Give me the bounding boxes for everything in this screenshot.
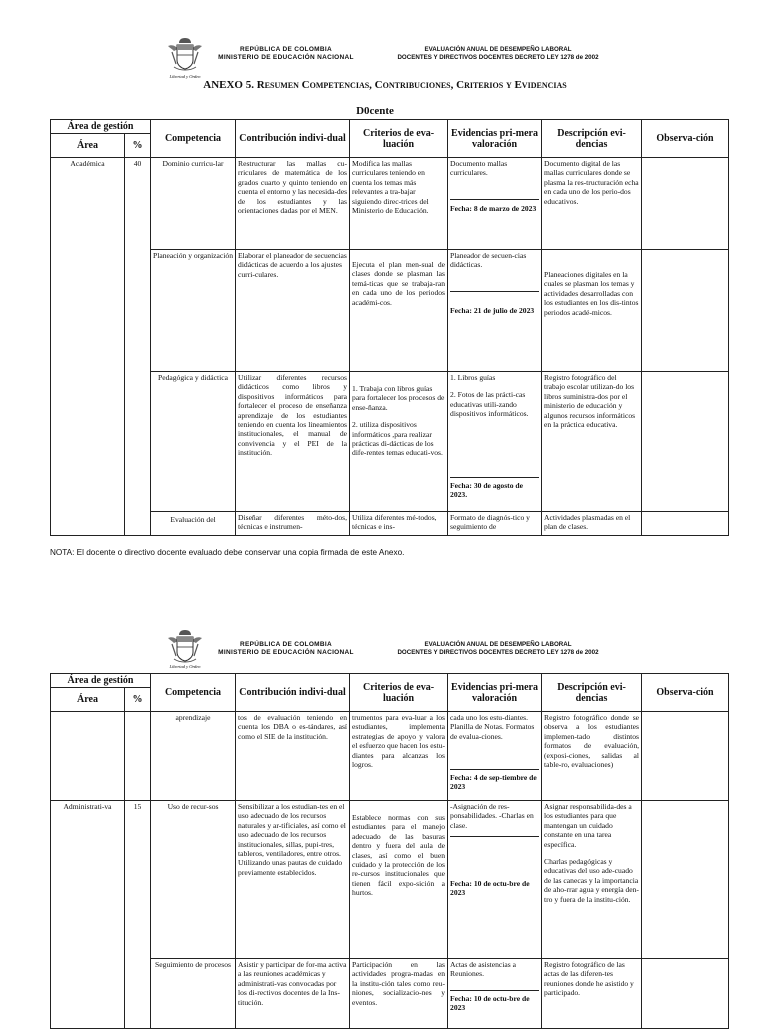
competencia-header: Competencia <box>151 120 236 158</box>
observacion-header: Observa-ción <box>642 120 729 158</box>
evidencias-header: Evidencias pri-mera valoración <box>448 120 542 158</box>
fecha-text: Fecha: 21 de julio de 2023 <box>450 306 535 315</box>
competencia-cell: Uso de recur-sos <box>151 801 236 959</box>
area-cell: Académica <box>51 158 125 536</box>
evidencias-cell <box>448 158 542 250</box>
evidencias-cell <box>448 959 542 1029</box>
observacion-cell <box>642 959 729 1029</box>
pct-header: % <box>125 134 151 158</box>
evidencia-2: 2. Fotos de las prácti-cas educativas utili-zando dispositivos informáticos. <box>450 390 529 419</box>
evidencia-text: cada uno los estu-diantes. Planilla de Notas. Formatos de evalua-ciones. <box>450 713 539 770</box>
competencia-cell: Pedagógica y didáctica <box>151 372 236 512</box>
descripcion-cell: Planeaciones digitales en la cuales se plasman los temas y actividades desarrolladas con los estudiantes en los dis-tintos periodos acadé-micos. <box>542 250 642 372</box>
area-gestion-header: Área de gestión <box>51 674 151 688</box>
docente-label: D0cente <box>356 105 394 117</box>
table-row <box>51 801 729 959</box>
seal-caption: Libertad y Orden <box>169 664 201 669</box>
competencia-header: Competencia <box>151 674 236 712</box>
fecha-text: Fecha: 10 de octu-bre de 2023 <box>450 994 530 1013</box>
area-cell <box>51 712 125 801</box>
evidencias-cell <box>448 712 542 801</box>
descripcion-cell: Registro fotográfico del trabajo escolar utilizan-do los libros suministra-dos por el ministerio de educación y algunos recursos informáticos en la práctica educativa. <box>542 372 642 512</box>
descripcion-cell: Actividades plasmadas en el plan de clases. <box>542 512 642 536</box>
criterios-cell: Establece normas con sus estudiantes para el manejo adecuado de las basuras dentro y fuera del aula de clases, así como el buen cuidado y la protección de los re-cursos institucionales que tienen fácil expo-sición a hurtos. <box>350 801 448 959</box>
contribucion-header: Contribución indivi-dual <box>236 120 350 158</box>
pct-cell: 40 <box>125 158 151 536</box>
evidencia-text: Documento mallas curriculares. <box>450 159 539 200</box>
evidencias-header: Evidencias pri-mera valoración <box>448 674 542 712</box>
evidencia-1: 1. Libros guías <box>450 373 496 382</box>
competencia-cell: Dominio curricu-lar <box>151 158 236 250</box>
competencias-table-page2 <box>50 673 729 1029</box>
header-left <box>196 641 376 657</box>
observacion-header: Observa-ción <box>642 674 729 712</box>
contribucion-cell: Restructurar las mallas cu-rriculares de matemática de los grados cuarto y quinto teniendo en cuenta el entorno y las necesida-des de los estudiantes y las orientaciones dadas por el MEN. <box>236 158 350 250</box>
criterios-cell: Participación en las actividades progra-madas en la institu-ción tales como reu-niones, socializacio-nes y eventos. <box>350 959 448 1029</box>
republic-label: REPÚBLICA DE COLOMBIA <box>239 46 332 53</box>
table-row <box>51 712 729 801</box>
pct-cell <box>125 712 151 801</box>
criterios-cell: Utiliza diferentes mé-todos, técnicas e ins- <box>350 512 448 536</box>
table-row <box>51 512 729 536</box>
contribucion-cell: tos de evaluación teniendo en cuenta los DBA o es-tándares, así como el SIE de la institución. <box>236 712 350 801</box>
ministry-label: MINISTERIO DE EDUCACIÓN NACIONAL <box>218 54 354 61</box>
header-right <box>378 641 618 657</box>
contribucion-cell: Utilizar diferentes recursos didácticos como libros y dispositivos informáticos para fortalecer el proceso de enseñanza aprendizaje de los estudiantes teniendo en cuenta los lineamientos institucionales, el manual de convivencia y el PEI de la institución. <box>236 372 350 512</box>
header-left <box>196 46 376 62</box>
seal-caption: Libertad y Orden <box>169 74 201 79</box>
area-cell: Administrati-va <box>51 801 125 1029</box>
competencia-cell: aprendizaje <box>151 712 236 801</box>
competencia-cell: Seguimiento de procesos <box>151 959 236 1029</box>
criterios-cell: Modifica las mallas curriculares teniendo en cuenta los temas más relevantes a tra-bajar siguiendo direc-trices del Ministerio de Educación. <box>350 158 448 250</box>
pct-header: % <box>125 688 151 712</box>
eval-subtitle: DOCENTES Y DIRECTIVOS DOCENTES DECRETO LEY 1278 de 2002 <box>397 54 599 61</box>
eval-title: EVALUACIÓN ANUAL DE DESEMPEÑO LABORAL <box>424 641 572 648</box>
descripcion-cell: Documento digital de las mallas curriculares donde se plasma la res-tructuración echa en cada uno de los perio-dos educativos. <box>542 158 642 250</box>
fecha-text: Fecha: 30 de agosto de 2023. <box>450 481 523 500</box>
criterios-cell: Ejecuta el plan men-sual de clases donde se plasman las temá-ticas que se trabaja-ran en cada uno de los periodos académi-cos. <box>350 250 448 372</box>
area-header: Área <box>51 688 125 712</box>
criterio-1: 1. Trabaja con libros guías para fortalecer los procesos de ense-ñanza. <box>352 384 445 412</box>
competencia-cell: Planeación y organización <box>151 250 236 372</box>
evidencia-text: Actas de asistencias a Reuniones. <box>450 960 539 991</box>
criterio-2: 2. utiliza dispositivos informáticos ,para realizar prácticas di-dácticas de los dife-rentes temas educati-vos. <box>352 420 443 458</box>
criterios-header: Criterios de eva-luación <box>350 674 448 712</box>
descripcion-cell: Registro fotográfico donde se observa a los estudiantes implemen-tado distintos formatos de evaluación, (exposi-ciones, salidas al table-ro, evaluaciones) <box>542 712 642 801</box>
area-header: Área <box>51 134 125 158</box>
table-row <box>51 250 729 372</box>
table-row <box>51 372 729 512</box>
area-gestion-header: Área de gestión <box>51 120 151 134</box>
competencia-cell: Evaluación del <box>151 512 236 536</box>
table-row <box>51 959 729 1029</box>
annex-title: ANEXO 5. Resumen Competencias, Contribuciones, Criterios y Evidencias <box>203 79 567 91</box>
observacion-cell <box>642 712 729 801</box>
fecha-text: Fecha: 10 de octu-bre de 2023 <box>450 879 530 898</box>
contribucion-cell: Sensibilizar a los estudian-tes en el uso adecuado de los recursos naturales y ar-tificiales, así como el uso adecuado de los recursos institucionales, sillas, pupi-tres, tableros, ventiladores, entre otros. Utilizando unas pautas de cuidado previamente establecidos. <box>236 801 350 959</box>
table-row <box>51 158 729 250</box>
contribucion-header: Contribución indivi-dual <box>236 674 350 712</box>
competencias-table-page1 <box>50 119 729 536</box>
descripcion-header: Descripción evi-dencias <box>542 120 642 158</box>
observacion-cell <box>642 512 729 536</box>
pct-cell: 15 <box>125 801 151 1029</box>
republic-label: REPÚBLICA DE COLOMBIA <box>239 641 332 648</box>
contribucion-cell: Diseñar diferentes méto-dos, técnicas e instrumen- <box>236 512 350 536</box>
ministry-label: MINISTERIO DE EDUCACIÓN NACIONAL <box>218 649 354 656</box>
descripcion-cell <box>542 801 642 959</box>
observacion-cell <box>642 801 729 959</box>
contribucion-cell: Elaborar el planeador de secuencias didácticas de acuerdo a los ajustes curri-culares. <box>236 250 350 372</box>
criterios-cell <box>350 372 448 512</box>
eval-subtitle: DOCENTES Y DIRECTIVOS DOCENTES DECRETO LEY 1278 de 2002 <box>397 649 599 656</box>
contribucion-cell: Asistir y participar de for-ma activa a las reuniones académicas y administrati-vas convocadas por los di-rectivos docentes de la Ins-titución. <box>236 959 350 1029</box>
criterios-header: Criterios de eva-luación <box>350 120 448 158</box>
observacion-cell <box>642 158 729 250</box>
evidencias-cell <box>448 801 542 959</box>
fecha-text: Fecha: 4 de sep-tiembre de 2023 <box>450 773 537 792</box>
criterios-cell: trumentos para eva-luar a los estudiantes, implementa estrategias de apoyo y valora el esfuerzo que hacen los estu-diantes para alcanzas los logros. <box>350 712 448 801</box>
descripcion-1: Asignar responsabilida-des a los estudiantes para que mantengan un cuidado constante en una tarea específica. <box>544 802 632 849</box>
header-right <box>378 46 618 62</box>
observacion-cell <box>642 372 729 512</box>
fecha-text: Fecha: 8 de marzo de 2023 <box>450 204 537 213</box>
evidencia-text <box>450 373 539 478</box>
descripcion-header: Descripción evi-dencias <box>542 674 642 712</box>
evidencias-cell <box>448 372 542 512</box>
eval-title: EVALUACIÓN ANUAL DE DESEMPEÑO LABORAL <box>424 46 572 53</box>
evidencias-cell <box>448 250 542 372</box>
descripcion-cell: Registro fotográfico de las actas de las diferen-tes reuniones donde he asistido y participado. <box>542 959 642 1029</box>
descripcion-2: Charlas pedagógicas y educativas del uso ade-cuado de las canecas y la importancia de aho-rrar agua y energía den-tro y fuera de la institu-ción. <box>544 857 639 904</box>
evidencia-text: Planeador de secuen-cias didácticas. <box>450 251 539 292</box>
evidencias-cell: Formato de diagnós-tico y seguimiento de <box>448 512 542 536</box>
nota-text: NOTA: El docente o directivo docente evaluado debe conservar una copia firmada de este Anexo. <box>50 548 405 557</box>
evidencia-text: -Asignación de res-ponsabilidades. -Charlas en clase. <box>450 802 539 837</box>
observacion-cell <box>642 250 729 372</box>
